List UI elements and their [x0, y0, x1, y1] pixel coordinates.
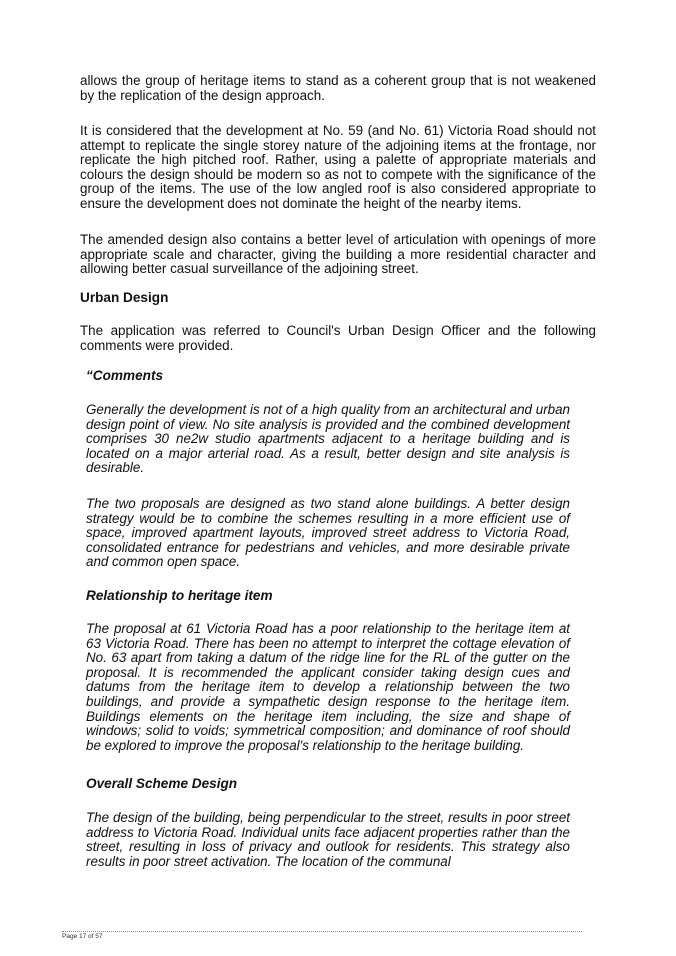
- paragraph-heritage-group: allows the group of heritage items to stand as a coherent group that is not weakened by the replication of the design approach.: [80, 73, 596, 103]
- page-number: Page 17 of 57: [62, 933, 103, 940]
- heading-relationship: Relationship to heritage item: [86, 588, 273, 603]
- heading-overall-scheme: Overall Scheme Design: [86, 776, 238, 791]
- paragraph-amended-design: The amended design also contains a better level of articulation with openings of more appropriate scale and character, giving the building a more residential character and allowing better casual surveillance of the adjoining street.: [80, 232, 596, 277]
- quote-general: Generally the development is not of a high quality from an architectural and urban design point of view. No site analysis is provided and the combined development comprises 30 ne2w studio apartments adjacent to a heritage building and is located on a major arterial road. As a result, better design and site analysis is desirable.: [86, 402, 570, 476]
- paragraph-referral: The application was referred to Council's Urban Design Officer and the following comments were provided.: [80, 323, 596, 353]
- paragraph-development-design: It is considered that the development at No. 59 (and No. 61) Victoria Road should not attempt to replicate the single storey nature of the adjoining items at the frontage, nor replicate the high pitched roof. Rather, using a palette of appropriate materials and colours the design should be modern so as not to compete with the significance of the group of the items. The use of the low angled roof is also considered appropriate to ensure the development does not dominate the height of the nearby items.: [80, 123, 596, 211]
- heading-comments: “Comments: [86, 368, 164, 383]
- quote-two-proposals: The two proposals are designed as two stand alone buildings. A better design strategy would be to combine the schemes resulting in a more efficient use of space, improved apartment layouts, improved street address to Victoria Road, consolidated entrance for pedestrians and vehicles, and more desirable private and common open space.: [86, 496, 570, 570]
- quote-relationship: The proposal at 61 Victoria Road has a poor relationship to the heritage item at 63 Victoria Road. There has been no attempt to interpret the cottage elevation of No. 63 apart from taking a datum of the ridge line for the RL of the gutter on the proposal. It is recommended the applicant consider taking design cues and datums from the heritage item to develop a relationship between the two buildings, and provide a sympathetic design response to the heritage item. Buildings elements on the heritage item including, the size and shape of windows; solid to voids; symmetrical composition; and dominance of roof should be explored to improve the proposal's relationship to the heritage building.: [86, 621, 570, 753]
- quote-overall-scheme: The design of the building, being perpendicular to the street, results in poor street address to Victoria Road. Individual units face adjacent properties rather than the street, resulting in loss of privacy and outlook for residents. This strategy also results in poor street activation. The location of the communal: [86, 810, 570, 869]
- heading-urban-design: Urban Design: [80, 290, 169, 305]
- footer-divider: [62, 931, 582, 932]
